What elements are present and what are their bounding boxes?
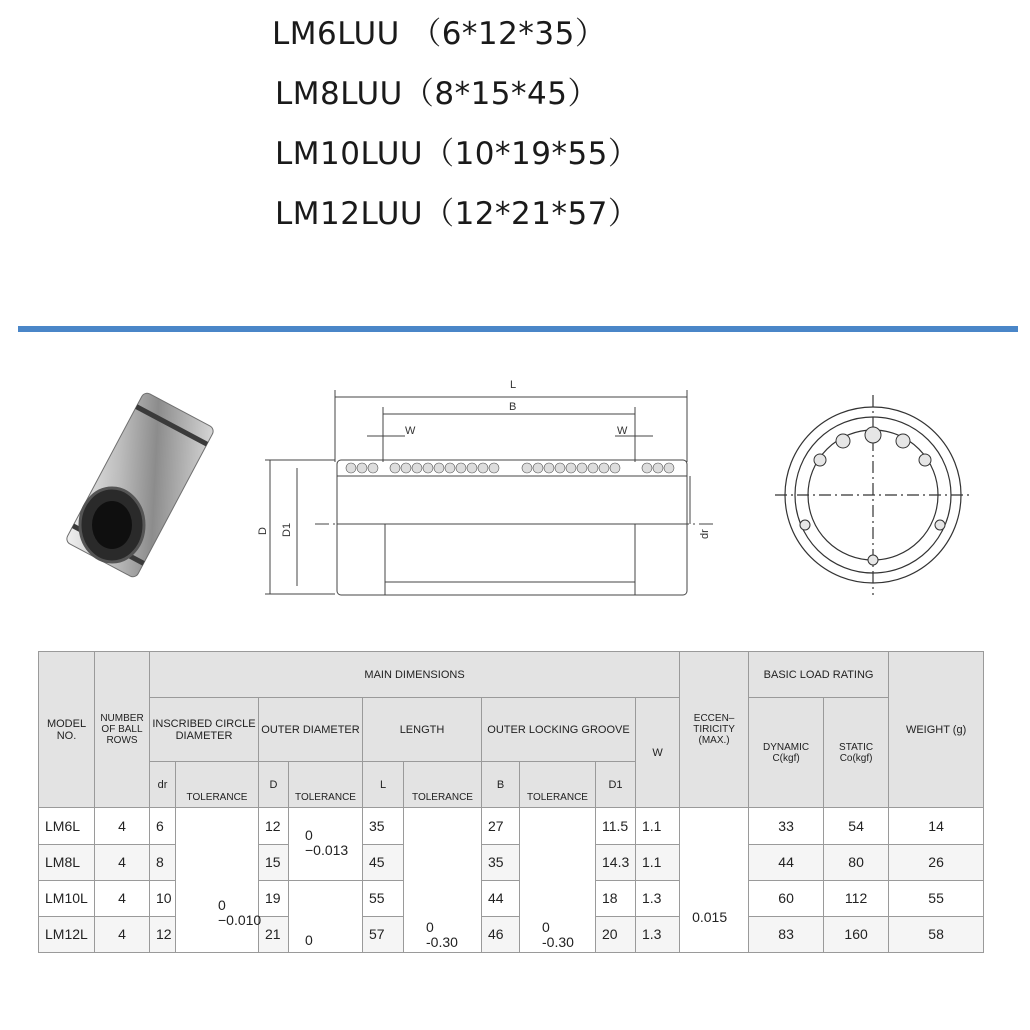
header-dynamic: DYNAMIC C(kgf) [749, 698, 824, 808]
cell-dynamic: 83 [749, 916, 824, 952]
header-l: L [363, 762, 404, 808]
cell-l: 35 [363, 808, 404, 844]
header-model: MODEL NO. [39, 652, 95, 808]
cell-weight: 55 [889, 880, 984, 916]
cell-static: 54 [824, 808, 889, 844]
cell-weight: 58 [889, 916, 984, 952]
cell-dr: 6 [150, 808, 176, 844]
eccentricity-cell [680, 808, 749, 953]
dr-tolerance-bottom: −0.010 [218, 912, 262, 929]
cell-static: 112 [824, 880, 889, 916]
end-view-drawing [775, 395, 970, 595]
label-w-left: W [405, 425, 416, 437]
cell-static: 80 [824, 844, 889, 880]
cell-weight: 14 [889, 808, 984, 844]
header-load-rating: BASIC LOAD RATING [749, 652, 889, 698]
title-lm12luu: LM12LUU（12*21*57） [275, 196, 640, 232]
d-tolerance-b-top: 0 [305, 931, 313, 948]
cell-b: 35 [482, 844, 520, 880]
cell-d1: 11.5 [596, 808, 636, 844]
header-d1: D1 [596, 762, 636, 808]
label-dr: dr [699, 529, 711, 539]
title-lm6luu: LM6LUU （6*12*35） [272, 16, 607, 52]
label-d1: D1 [281, 522, 293, 537]
cell-dynamic: 44 [749, 844, 824, 880]
dr-tolerance-top: 0 [218, 897, 226, 914]
header-d: D [259, 762, 289, 808]
cell-l: 55 [363, 880, 404, 916]
header-groove: OUTER LOCKING GROOVE [482, 698, 636, 762]
cell-b: 44 [482, 880, 520, 916]
cell-l: 45 [363, 844, 404, 880]
header-l-tolerance: TOLERANCE [404, 762, 482, 808]
cell-balls: 4 [95, 916, 150, 952]
header-outer-diameter: OUTER DIAMETER [259, 698, 363, 762]
cell-model: LM10L [39, 880, 95, 916]
cell-weight: 26 [889, 844, 984, 880]
header-eccentricity: ECCEN– TIRICITY (MAX.) [680, 652, 749, 808]
header-dr: dr [150, 762, 176, 808]
b-tolerance-bottom: -0.30 [542, 934, 574, 951]
l-tolerance-cell [404, 808, 482, 953]
header-ball-rows: NUMBER OF BALL ROWS [95, 652, 150, 808]
cell-d1: 18 [596, 880, 636, 916]
label-l: L [510, 379, 517, 391]
b-tolerance-top: 0 [542, 919, 550, 936]
header-b: B [482, 762, 520, 808]
cell-model: LM8L [39, 844, 95, 880]
spec-table [38, 651, 984, 953]
bearing-photo [40, 385, 245, 585]
cell-b: 27 [482, 808, 520, 844]
cell-balls: 4 [95, 844, 150, 880]
header-main-dimensions: MAIN DIMENSIONS [150, 652, 680, 698]
d-tolerance-cell-a [289, 808, 363, 880]
b-tolerance-cell [520, 808, 596, 953]
header-b-tolerance: TOLERANCE [520, 762, 596, 808]
cell-balls: 4 [95, 880, 150, 916]
title-lm8luu: LM8LUU（8*15*45） [275, 76, 599, 112]
cell-model: LM12L [39, 916, 95, 952]
cell-dr: 10 [150, 880, 176, 916]
header-weight: WEIGHT (g) [889, 652, 984, 808]
cell-model: LM6L [39, 808, 95, 844]
cell-dr: 8 [150, 844, 176, 880]
header-d-tolerance: TOLERANCE [289, 762, 363, 808]
cell-balls: 4 [95, 808, 150, 844]
d-tolerance-cell-b [289, 880, 363, 952]
label-b: B [509, 401, 517, 413]
cell-d1: 20 [596, 916, 636, 952]
d-tolerance-a-top: 0 [305, 827, 313, 844]
cell-d: 12 [259, 808, 289, 844]
cell-d: 19 [259, 880, 289, 916]
label-w-right: W [617, 425, 628, 437]
cell-dr: 12 [150, 916, 176, 952]
cell-d: 21 [259, 916, 289, 952]
table-row [39, 808, 984, 844]
cell-w: 1.1 [636, 808, 680, 844]
header-length: LENGTH [363, 698, 482, 762]
label-d: D [257, 527, 269, 535]
header-inscribed: INSCRIBED CIRCLE DIAMETER [150, 698, 259, 762]
l-tolerance-bottom: -0.30 [426, 934, 458, 951]
cell-d1: 14.3 [596, 844, 636, 880]
header-static: STATIC Co(kgf) [824, 698, 889, 808]
cell-dynamic: 60 [749, 880, 824, 916]
cell-static: 160 [824, 916, 889, 952]
eccentricity-value: 0.015 [692, 909, 728, 926]
cell-b: 46 [482, 916, 520, 952]
divider-rule [18, 326, 1018, 332]
cell-w: 1.1 [636, 844, 680, 880]
section-drawing [255, 372, 715, 607]
header-w: W [636, 698, 680, 808]
header-dr-tolerance: TOLERANCE [176, 762, 259, 808]
dr-tolerance-cell [176, 808, 262, 953]
l-tolerance-top: 0 [426, 919, 434, 936]
title-lm10luu: LM10LUU（10*19*55） [275, 136, 640, 172]
d-tolerance-a-bottom: −0.013 [305, 842, 349, 859]
cell-w: 1.3 [636, 916, 680, 952]
cell-l: 57 [363, 916, 404, 952]
cell-d: 15 [259, 844, 289, 880]
cell-dynamic: 33 [749, 808, 824, 844]
cell-w: 1.3 [636, 880, 680, 916]
